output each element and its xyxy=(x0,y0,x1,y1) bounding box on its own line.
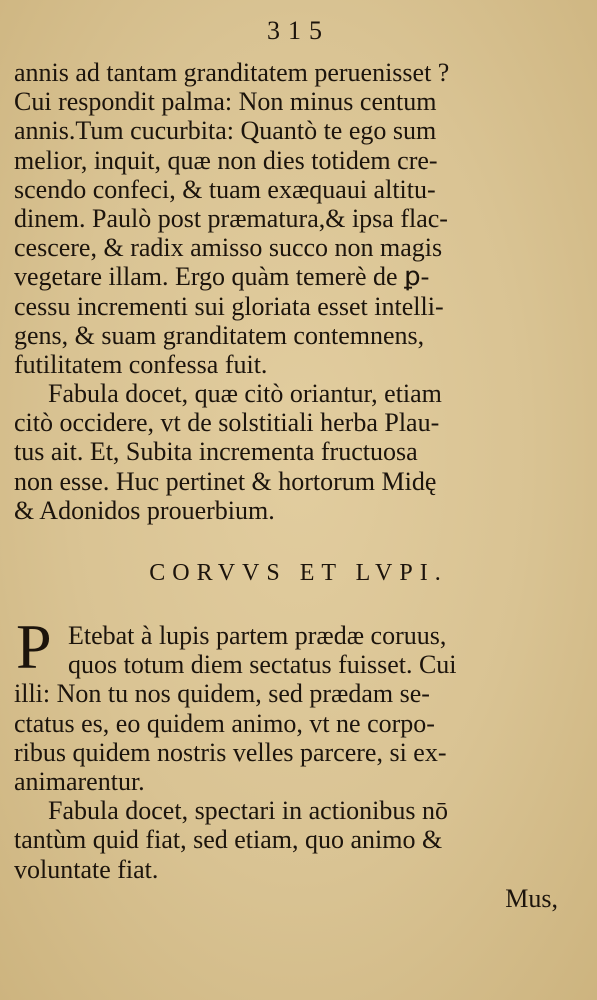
moral-line: voluntate fiat. xyxy=(14,854,159,884)
text-line: Etebat à lupis partem prædæ coruus, xyxy=(68,621,447,650)
moral-line: tantùm quid fiat, sed etiam, quo animo & xyxy=(14,825,443,855)
moral-line: tus ait. Et, Subita incrementa fructuosa xyxy=(14,437,418,467)
fable-2-text xyxy=(14,621,584,913)
text-line: gens, & suam granditatem contemnens, xyxy=(14,320,425,350)
text-line: cessu incrementi sui gloriata esset intelli- xyxy=(14,291,444,321)
text-line: annis.Tum cucurbita: Quantò te ego sum xyxy=(14,116,437,146)
text-line: dinem. Paulò post præmatura,& ipsa flac- xyxy=(14,203,448,233)
text-line: Cui respondit palma: Non minus centum xyxy=(14,87,437,117)
moral-line: Fabula docet, spectari in actionibus nō xyxy=(48,796,449,826)
moral-line: non esse. Huc pertinet & hortorum Midę xyxy=(14,466,437,496)
text-line: vegetare illam. Ergo quàm temerè de ꝑ- xyxy=(14,262,430,292)
text-line: annis ad tantam granditatem peruenisset ? xyxy=(14,58,450,87)
fable-title: CORVVS ET LVPI. xyxy=(149,560,448,586)
moral-line: & Adonidos prouerbium. xyxy=(14,495,275,525)
fable-1-text xyxy=(14,58,584,525)
text-line: cescere, & radix amisso succo non magis xyxy=(14,233,443,263)
page-number: 315 xyxy=(267,16,330,45)
moral-line: citò occidere, vt de solstitiali herba Plau- xyxy=(14,408,440,438)
text-line: melior, inquit, quæ non dies totidem cre- xyxy=(14,145,438,175)
text-line: ctatus es, eo quidem animo, vt ne corpo- xyxy=(14,708,435,738)
text-line: futilitatem confessa fuit. xyxy=(14,349,268,379)
drop-cap: P xyxy=(16,611,52,682)
text-line: quos totum diem sectatus fuisset. Cui xyxy=(68,650,457,680)
text-line: illi: Non tu nos quidem, sed prædam se- xyxy=(14,679,430,709)
text-line: animarentur. xyxy=(14,766,145,796)
text-line: scendo confeci, & tuam exæquaui altitu- xyxy=(14,174,436,204)
moral-line: Fabula docet, quæ citò oriantur, etiam xyxy=(48,379,442,409)
text-line: ribus quidem nostris velles parcere, si ex- xyxy=(14,737,447,767)
catchword: Mus, xyxy=(505,883,558,913)
